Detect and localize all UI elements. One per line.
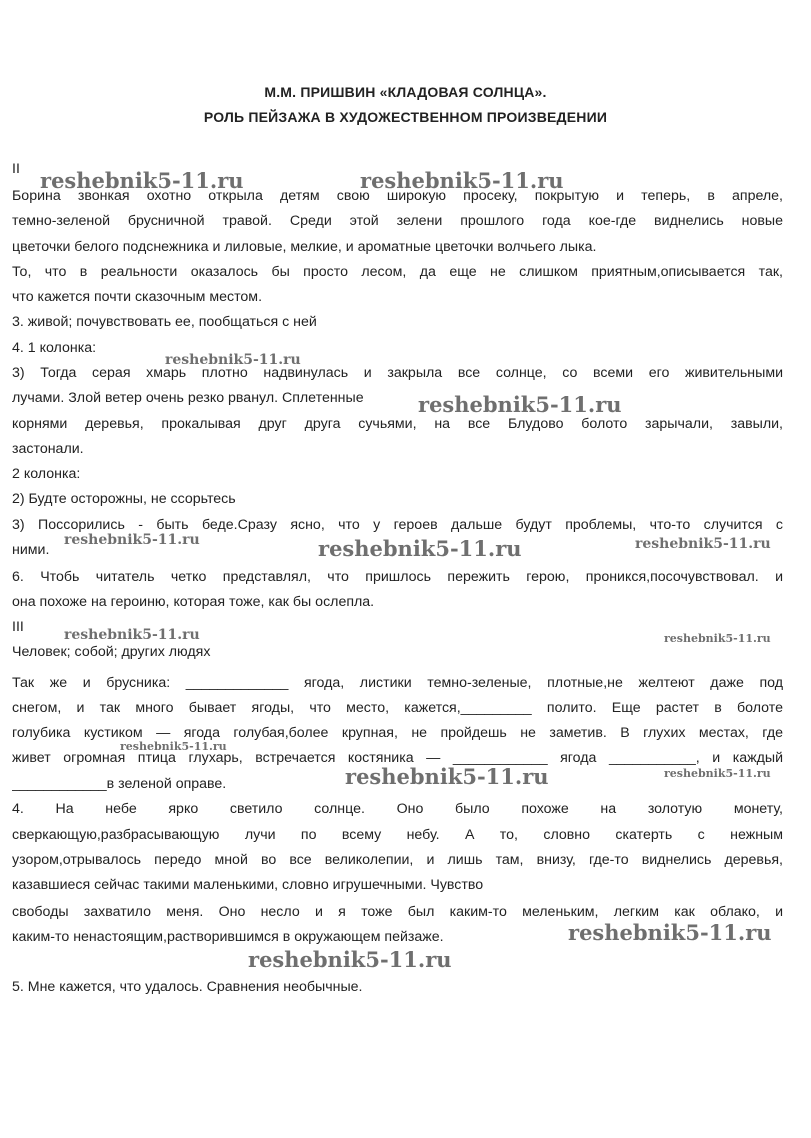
watermark: reshebnik5-11.ru [40, 168, 244, 193]
text-line: 3) Поссорились - быть беде.Сразу ясно, что у героев дальше будут проблемы, что-то случится с [12, 517, 783, 533]
text-line: Человек; собой; других людях [12, 644, 211, 660]
text-line: узором,отрывалось передо мной во все великолепии, и лишь там, внизу, где-то виднелись деревья, [12, 852, 783, 868]
watermark: reshebnik5-11.ru [64, 627, 200, 643]
watermark: reshebnik5-11.ru [318, 536, 522, 561]
text-line: То, что в реальности оказалось бы просто лесом, да еще не слишком приятным,описывается так, [12, 264, 783, 280]
watermark: reshebnik5-11.ru [664, 767, 771, 780]
text-line: 2) Будте осторожны, не ссорьтесь [12, 491, 236, 507]
text-line: цветочки белого подснежника и лиловые, мелкие, и ароматные цветочки волчьего лыка. [12, 239, 597, 255]
text-line: снегом, и так много бывает ягоды, что место, кажется,_________ полито. Еще растет в болоте [12, 700, 783, 716]
text-line: 3) Тогда серая хмарь плотно надвинулась и закрыла все солнце, со всеми его живительными [12, 365, 783, 381]
text-line: застонали. [12, 441, 84, 457]
text-line: сверкающую,разбрасывающую лучи по всему небу. А то, словно скатерть с нежным [12, 827, 783, 843]
watermark: reshebnik5-11.ru [568, 920, 772, 945]
watermark: reshebnik5-11.ru [345, 764, 549, 789]
text-line: 2 колонка: [12, 466, 81, 482]
text-line: свободы захватило меня. Оно несло и я тоже был каким-то меленьким, легким как облако, и [12, 904, 783, 920]
text-line: 3. живой; почувствовать ее, пообщаться с ней [12, 314, 317, 330]
watermark: reshebnik5-11.ru [120, 740, 227, 753]
document-title: М.М. ПРИШВИН «КЛАДОВАЯ СОЛНЦА». [264, 84, 547, 100]
text-line: 4. На небе ярко светило солнце. Оно было похоже на золотую монету, [12, 801, 783, 817]
watermark: reshebnik5-11.ru [664, 632, 771, 645]
text-line: живет огромная птица глухарь, встречается костяника — ____________ ягода ___________, и каждый [12, 750, 783, 766]
watermark: reshebnik5-11.ru [248, 947, 452, 972]
text-line: 4. 1 колонка: [12, 340, 97, 356]
text-line: 5. Мне кажется, что удалось. Сравнения необычные. [12, 979, 363, 995]
text-line: казавшиеся сейчас такими маленькими, словно игрушечными. Чувство [12, 877, 484, 893]
section-heading-iii: III [12, 619, 24, 635]
section-heading-ii: II [12, 161, 20, 177]
watermark: reshebnik5-11.ru [360, 168, 564, 193]
watermark: reshebnik5-11.ru [165, 352, 301, 368]
text-line: каким-то ненастоящим,растворившимся в окружающем пейзаже. [12, 929, 444, 945]
text-line: лучами. Злой ветер очень резко рванул. Сплетенные [12, 390, 364, 406]
text-line: Борина звонкая охотно открыла детям свою широкую просеку, покрытую и теперь, в апреле, [12, 188, 783, 204]
text-line: голубика кустиком — ягода голубая,более крупная, не пройдешь не заметив. В глухих местах, где [12, 725, 783, 741]
text-line: корнями деревья, прокалывая друг друга сучьями, на все Блудово болото зарычали, завыли, [12, 416, 783, 432]
text-line: что кажется почти сказочным местом. [12, 289, 263, 305]
text-line: 6. Чтобь читатель четко представлял, что пришлось пережить герою, проникся,посочувствовал. и [12, 569, 783, 585]
text-line: Так же и брусника: _____________ ягода, листики темно-зеленые, плотные,не желтеют даже под [12, 675, 783, 691]
watermark: reshebnik5-11.ru [64, 532, 200, 548]
text-line: темно-зеленой брусничной травой. Среди этой зелени прошлого года кое-где виднелись новые [12, 213, 783, 229]
document-subtitle: РОЛЬ ПЕЙЗАЖА В ХУДОЖЕСТВЕННОМ ПРОИЗВЕДЕНИИ [203, 109, 608, 125]
text-line: ____________в зеленой оправе. [12, 776, 227, 792]
watermark: reshebnik5-11.ru [635, 536, 771, 552]
watermark: reshebnik5-11.ru [418, 392, 622, 417]
text-line: она похоже на героиню, которая тоже, как бы ослепла. [12, 594, 375, 610]
text-line: ними. [12, 542, 50, 558]
